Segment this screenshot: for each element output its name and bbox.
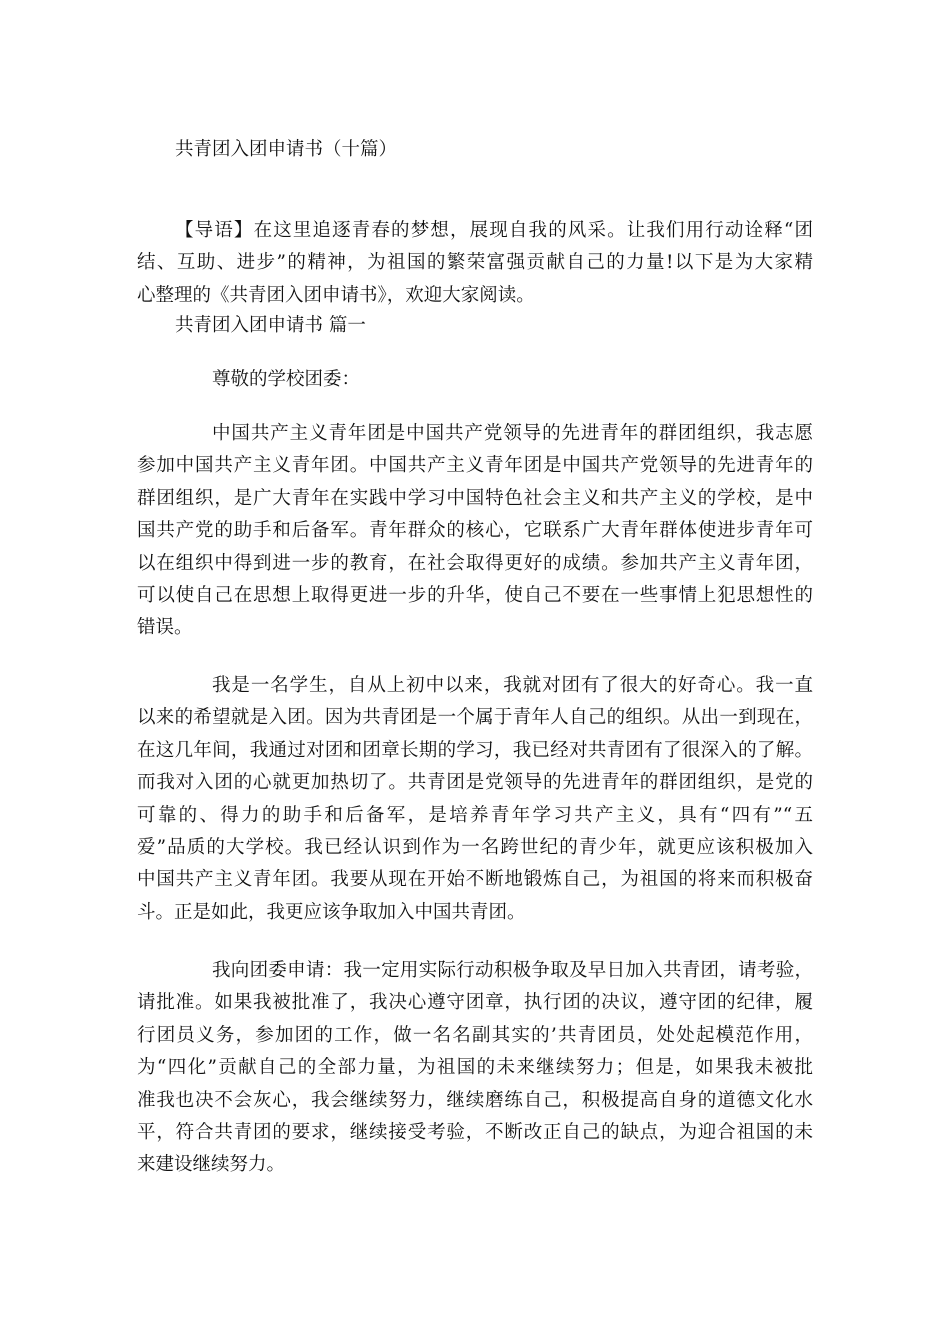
body-paragraph-1 — [137, 418, 813, 645]
paragraph-line: 来建设继续努力。 — [137, 1154, 286, 1176]
paragraph-line: 错误。 — [137, 617, 193, 639]
section-heading: 共青团入团申请书 篇一 — [175, 315, 366, 336]
paragraph-line: 参加中国共产主义青年团。中国共产主义青年团是中国共产党领导的先进青年的 — [137, 455, 813, 477]
paragraph-line: 准我也决不会灰心，我会继续努力，继续磨练自己，积极提高自身的道德文化水 — [137, 1089, 813, 1111]
paragraph-line: 爱”品质的大学校。我已经认识到作为一名跨世纪的青少年，就更应该积极加入 — [137, 837, 813, 859]
paragraph-line: 我是一名学生，自从上初中以来，我就对团有了很大的好奇心。我一直 — [212, 675, 813, 696]
paragraph-line: 而我对入团的心就更加热切了。共青团是党领导的先进青年的群团组织，是党的 — [137, 772, 813, 794]
paragraph-line: 请批准。如果我被批准了，我决心遵守团章，执行团的决议，遵守团的纪律，履 — [137, 992, 813, 1014]
intro-line: 【导语】在这里追逐青春的梦想，展现自我的风采。让我们用行动诠释“团 — [175, 220, 813, 241]
salutation: 尊敬的学校团委： — [212, 369, 361, 390]
paragraph-line: 国共产党的助手和后备军。青年群众的核心，它联系广大青年群体使进步青年可 — [137, 520, 813, 542]
paragraph-line: 行团员义务，参加团的工作，做一名名副其实的’共青团员，处处起模范作用， — [137, 1024, 813, 1046]
body-paragraph-2 — [137, 670, 813, 929]
paragraph-line: 中国共产主义青年团。我要从现在开始不断地锻炼自己，为祖国的将来而积极奋 — [137, 869, 813, 891]
paragraph-line: 群团组织，是广大青年在实践中学习中国特色社会主义和共产主义的学校，是中 — [137, 487, 813, 509]
paragraph-line: 中国共产主义青年团是中国共产党领导的先进青年的群团组织，我志愿 — [212, 423, 813, 444]
paragraph-line: 平，符合共青团的要求，继续接受考验，不断改正自己的缺点，为迎合祖国的未 — [137, 1122, 813, 1144]
paragraph-line: 为“四化”贡献自己的全部力量，为祖国的未来继续努力；但是，如果我未被批 — [137, 1057, 813, 1079]
intro-paragraph — [137, 215, 813, 312]
paragraph-line: 以在组织中得到进一步的教育，在社会取得更好的成绩。参加共产主义青年团， — [137, 552, 813, 574]
paragraph-line: 以来的希望就是入团。因为共青团是一个属于青年人自己的组织。从出一到现在， — [137, 707, 813, 729]
intro-line: 心整理的《共青团入团申请书》，欢迎大家阅读。 — [137, 284, 535, 306]
body-paragraph-3 — [137, 955, 813, 1182]
paragraph-line: 斗。正是如此，我更应该争取加入中国共青团。 — [137, 901, 526, 923]
paragraph-line: 在这几年间，我通过对团和团章长期的学习，我已经对共青团有了很深入的了解。 — [137, 739, 813, 761]
paragraph-line: 我向团委申请：我一定用实际行动积极争取及早日加入共青团，请考验， — [212, 960, 813, 981]
document-title: 共青团入团申请书（十篇） — [175, 139, 398, 160]
intro-line: 结、互助、进步”的精神，为祖国的繁荣富强贡献自己的力量!以下是为大家精 — [137, 252, 813, 274]
paragraph-line: 可以使自己在思想上取得更进一步的升华，使自己不要在一些事情上犯思想性的 — [137, 585, 813, 607]
paragraph-line: 可靠的、得力的助手和后备军，是培养青年学习共产主义，具有“四有”“五 — [137, 804, 813, 826]
